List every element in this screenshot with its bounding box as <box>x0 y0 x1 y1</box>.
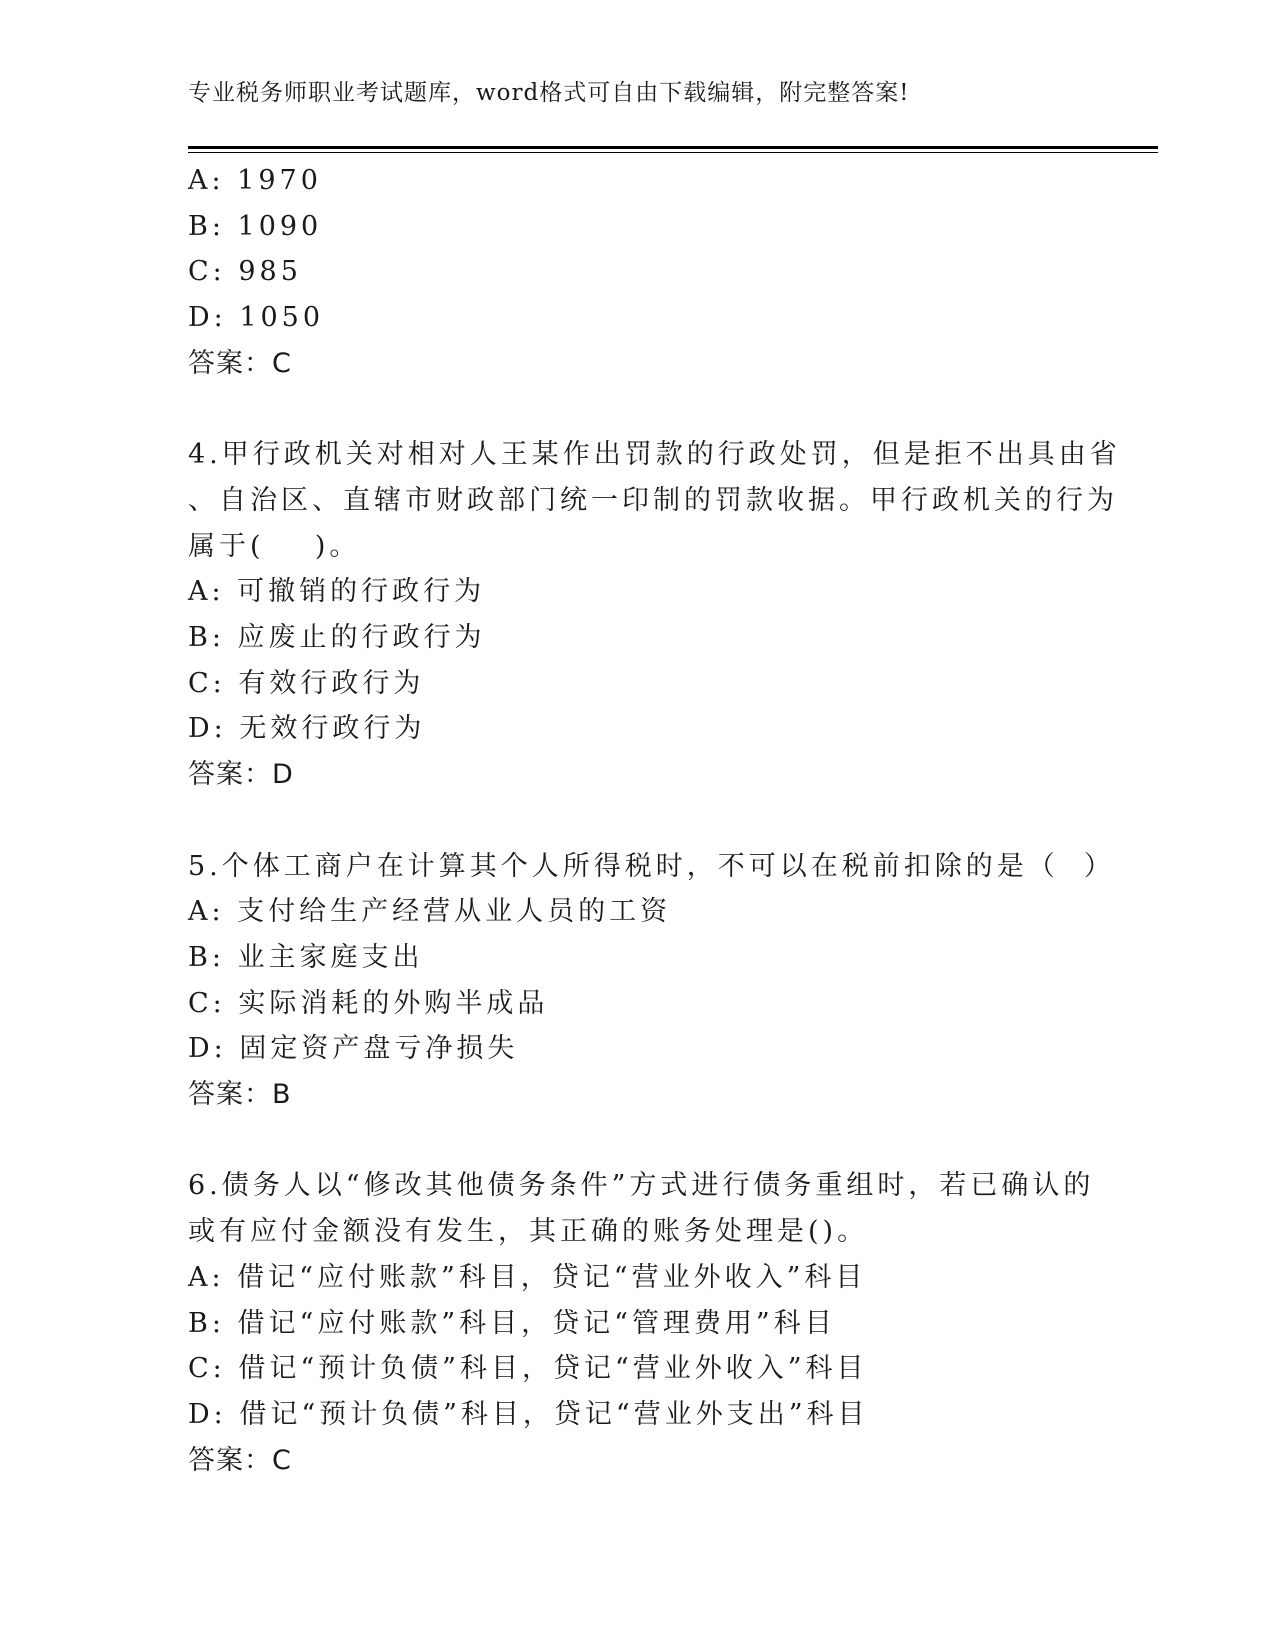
question-6 <box>188 1163 1095 1483</box>
option-b: B: 1090 <box>188 210 323 242</box>
option-b: B: 借记“应付账款”科目，贷记“管理费用”科目 <box>188 1307 836 1339</box>
option-a: A: 可撤销的行政行为 <box>188 576 486 608</box>
answer: 答案：B <box>188 1079 292 1111</box>
option-d: D: 固定资产盘亏净损失 <box>188 1033 519 1065</box>
option-a: A: 借记“应付账款”科目，贷记“营业外收入”科目 <box>188 1261 867 1293</box>
answer: 答案：C <box>188 347 292 379</box>
header-rule-thin <box>188 152 1158 153</box>
question-stem: 4.甲行政机关对相对人王某作出罚款的行政处罚，但是拒不出具由省 <box>188 439 1121 471</box>
answer: 答案：D <box>188 759 294 791</box>
question-stem: 、自治区、直辖市财政部门统一印制的罚款收据。甲行政机关的行为 <box>188 484 1118 516</box>
question-stem: 5.个体工商户在计算其个人所得税时，不可以在税前扣除的是（ ） <box>188 850 1115 882</box>
question-stem: 6.债务人以“修改其他债务条件”方式进行债务重组时，若已确认的 <box>188 1170 1095 1202</box>
option-b: B: 业主家庭支出 <box>188 941 424 973</box>
option-d: D: 1050 <box>188 302 325 334</box>
question-stem: 属于( )。 <box>188 530 361 562</box>
option-c: C: 985 <box>188 256 302 288</box>
question-content <box>188 158 1121 1483</box>
option-c: C: 有效行政行为 <box>188 667 425 699</box>
answer: 答案：C <box>188 1444 292 1476</box>
question-stem: 或有应付金额没有发生，其正确的账务处理是()。 <box>188 1216 869 1248</box>
option-c: C: 实际消耗的外购半成品 <box>188 987 549 1019</box>
option-d: D: 无效行政行为 <box>188 713 426 745</box>
page-header: 专业税务师职业考试题库，word格式可自由下载编辑，附完整答案! <box>188 80 910 106</box>
prev-question <box>188 158 1088 387</box>
header-rule-thick <box>188 146 1158 149</box>
option-d: D: 借记“预计负债”科目，贷记“营业外支出”科目 <box>188 1398 869 1430</box>
option-a: A: 1970 <box>188 165 322 196</box>
option-a: A: 支付给生产经营从业人员的工资 <box>188 896 672 928</box>
question-5 <box>188 844 1115 1118</box>
question-4 <box>188 432 1121 798</box>
option-b: B: 应废止的行政行为 <box>188 622 486 654</box>
option-c: C: 借记“预计负债”科目，贷记“营业外收入”科目 <box>188 1353 868 1385</box>
